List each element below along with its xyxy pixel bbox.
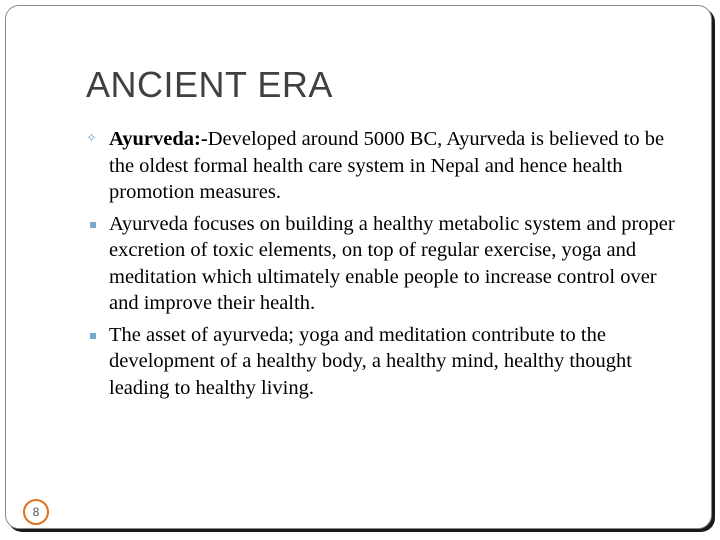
intro-text: Developed around 5000 BC, Ayurveda is believed to be the oldest formal health care system in Nepal and hence health promotion measures. xyxy=(109,128,665,203)
square-bullet-icon: ▪ xyxy=(89,216,98,231)
intro-paragraph xyxy=(86,126,686,206)
bullet-item xyxy=(86,211,686,317)
page-number-badge: 8 xyxy=(23,499,49,525)
bullet-icon: ✧ xyxy=(86,131,97,146)
square-bullet-icon: ▪ xyxy=(89,327,98,342)
slide-body xyxy=(86,126,686,406)
slide-frame xyxy=(5,5,712,529)
slide-title: ANCIENT ERA xyxy=(86,64,333,105)
bullet-text: Ayurveda focuses on building a healthy metabolic system and proper excretion of toxic elements, on top of regular exercise, yoga and meditation which ultimately enable people to increase control over and improve their health. xyxy=(109,212,675,314)
bullet-text: The asset of ayurveda; yoga and meditation contribute to the development of a healthy body, a healthy mind, healthy thought leading to healthy living. xyxy=(109,323,633,399)
bullet-item xyxy=(86,322,686,402)
intro-heading: Ayurveda:- xyxy=(109,128,208,150)
